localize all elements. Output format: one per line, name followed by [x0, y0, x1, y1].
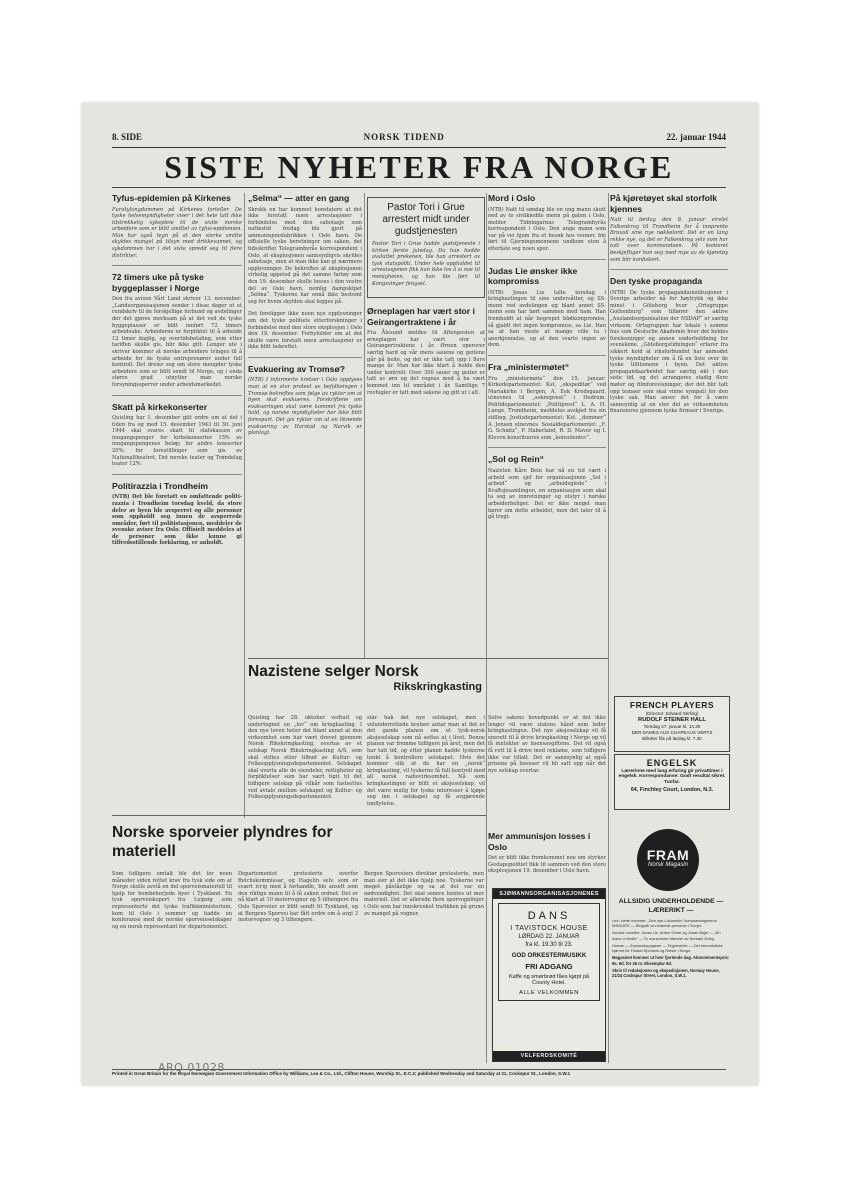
article-body: Departementet protesterte overfor Reichskommissar, og Hagelin selv, som er svært ivrig med å forhandle, ble ansett som den riktige mann til å få saken ordnet. Det er nå klart at 10 motorvogner og 5 tilhengere fra Oslo Sporveier er blitt sendt til Tyskland, og at Bergens Sporvei har fått ordre om å avgi 3 motorvogner og 3 tilhengere. [238, 871, 358, 924]
article-body: Quisling har 1. desember gitt ordre om at det i tiden fra og med 15. desember 1943 til 30. juni 1944 skal svares skatt til statskassen av inngangspenger for kirkekonserter 15% av inngangspengenes beløp; for andre konserter 20%; for forestillinger som gis av Nationaltheatret, Det norske teater og Trøndelag teater 12%. [112, 415, 242, 468]
column-1 [112, 193, 242, 833]
article-title: „Sol og Rein“ [488, 454, 544, 465]
ad-venue: I TAVISTOCK HOUSE [510, 925, 588, 932]
ad-title: FRENCH PLAYERS [629, 700, 715, 710]
ad-date: LØRDAG 22. JANUAR [518, 934, 580, 940]
article-title: Fra „ministermøtet“ [488, 362, 570, 372]
ad-contact: Tunfar. [664, 780, 680, 785]
article-body: Nazisten Kåre Bein har nå en tid vært i arbeid som sjef for organisasjonen „Sol i arbeid“ og „arbeidsglede“ i Kraftsjesamlingen, en organisasjon som skal ta seg av innretninger og utstyr i norske arbeiderboliger. Det er ikke meget man hører om dette arbeidet, men det later til å gå tregt. [488, 467, 606, 521]
masthead: SISTE NYHETER FRA NORGE [164, 149, 674, 185]
article-title: Mer ammunisjon losses i Oslo [488, 831, 591, 852]
ad-text: Lærerinne med lang erfaring gir privattimer i engelsk. Korrespondanse: Godt resultat sikret. [618, 769, 726, 779]
newspaper-page [82, 103, 758, 1085]
ad-refreshments: Kaffe og smørbrød fåes kjøpt på County Hotel. [508, 974, 590, 986]
article-body: står bak det nye selskapet, men i velunderrettede kretser antar man at det er det gamle planen om et tysk-norsk aksjeselskap som nå settes ut i livet. Denne planen var fremme tidligere på året, men det har tatt tid, og etter planen hadde tyskerne tenkt å kontrollere selskapet. Hvis det kommer slik at de har en „norsk“ kringkasting, vil tyskerne få full kontroll med all norsk radiovirksomhet. Nå som kringkastingen er blitt et aksjeselskap, vil det være mulig for tyske interesser å kjøpe seg inn i selskapet og få avgjørende innflytelse. [367, 715, 485, 807]
article-body: Quisling har 28. oktober vedtatt og undertegnet en „lov“ om kringkasting. I den nye loven heter det blant annet at den virksomhet som har vært drevet gjennom Norsk Rikskringkasting, overtas av et selskap Norsk Rikskringkasting A/S, som skal stiftes etter tilbud av Kultur- og Folkeopplysningsdepartementet. Selskapet skal overta alle de eiendeler, rettigheter og forpliktelser som har vært tigit til det tidligere selskap på vilkår som fastsettes ved avtale mellom selskapet og Kultur- og Folkeopplysningsdepartementet. [248, 715, 362, 801]
section-rule [112, 815, 486, 816]
ammunition-article [488, 831, 606, 891]
ad-footer: VELFERDSKOMITÉ [493, 1051, 605, 1061]
fram-logo-sub: Norsk Magasin [647, 862, 688, 868]
main-headline [248, 663, 482, 715]
ad-title: ENGELSK [646, 758, 698, 768]
column-4 [488, 193, 606, 638]
article-body: Det foreligger ikke noen nye opplysninger om det tyske politiets etterforskninger i forbindelse med den store eksplosjon i Oslo den 19. desember. Forbyfolder om at det skulle være foretatt noen arrestasjoner er ikke blitt bekreftet. [248, 311, 362, 351]
issue-date: 22. januar 1944 [666, 132, 726, 142]
article-title: 72 timers uke på tyske byggeplasser i Norge [112, 272, 204, 293]
ad-subtitle: (Director: Edward Stirling) [645, 711, 699, 716]
article-divider [610, 269, 728, 270]
french-players-ad [614, 696, 730, 752]
newspaper-name: NORSK TIDEND [363, 132, 445, 142]
fram-logo [637, 829, 699, 891]
ad-venue: RUDOLF STEINER HALL [638, 717, 706, 723]
article-body: Skrekk en har kommet konstatere at det ikke foretatt noen arrestasjoner i forbindelse med den sabotasje som nattestid fredag ble gjort på ammunisjonsfabrikken i Oslo havn. De offisielle tyske beretninger om saken, det tidsskriftet Telegrambyrås korrespondent i Oslo, at eksplosjonen sannsynligvis skyldes sabotasje, men at man ikke kan gi nærmere opplysninger. De bekreftes at eksplosjonen virkelig oppstod på det samme fartøy som den 19. desember skulle losses i den vestre del av Oslo havn, nemlig dampskipet „Selma“. Tyskerne har ennå ikke bestemt seg for hvem skylden skal legges på. [248, 206, 362, 305]
article-body: Natt til lørdag den 8. januar virvlet Falkenkrog til Trondheim for å innprente Bruvoll sine nye nøkkelord: Det er en lang rekke nye, og det er Falkenkrog selv som har tatt over kommandoen. På kontoret beskjeftiger han seg med mye av de kjøretøy som blir konfiskert. [610, 217, 728, 263]
article-body: (NTB) De tyske propagandainstitusjoner i Sverige arbeider nå for høytrykk og ikke minst i Göteborg hvor „Ortsgruppe Gothenburg“ som tilhører den aktive „Auslandsorganisation der NSDAP“ er særlig virksom. Ortsgruppen har lokale i samme hus som Deutsche Akademie hvor det holdes forelesninger og annen underholdning for svenskene. „Göteborgstidningen“ erfarer fra sikkert hold at riksforbundet har anmodet tyske myndigheter om å få en liste over de tyske tillitsmenn i byen. Det aktive propagandaarbeidet har særlig økt i den siste tid, og det arrangeres stadig flere møter og filmforevisninger, der det blir tatt opp temaer som skal vinne sympati for den tyske sak. Man anser det for å være sannsynlig at en stor del av virksomheten finansieres gjennom tyske firmaer i Sverige. [610, 289, 728, 415]
page-number: 8. SIDE [112, 132, 143, 142]
article-body: Bergen Sporveiers direktør protesterte, men man sier at det ikke hjalp noe. Tyskerne var meget påståelige og sa at det var en nødvendighet. Det skal senere hentes ut mer materiell. Det er allerede flere sporvognlinjer i Oslo som har innskrenket trafikken på grunn av mangel på vogner. [364, 871, 484, 917]
ad-title: ALLSIDIG UNDERHOLDENDE — LÆRERIKT — [618, 898, 724, 914]
column-rule [608, 193, 609, 1063]
article-body: Furutylungdommen på Kirkenes forteller. De tyske helsemyndigheter viser i det hele tatt ikke tilstrekkelig sykepleie til de sivile norske arbeidere som er blitt smittet av tyfus-epidemien. Man har også tegn på at den sterke smitte skyldes mangel på tilsyn med drikkevannet, og sykdommen har i det siste spredd seg til flere distrikter. [112, 206, 242, 259]
article-title: Pastor Tori i Grue arrestert midt under gudstjenesten [382, 202, 470, 237]
page-header [112, 130, 726, 144]
article-divider [488, 447, 606, 448]
article-divider [112, 395, 242, 396]
article-divider [112, 265, 242, 266]
article-divider [488, 259, 606, 260]
imprint-footer: Printed in Great Britain for the Royal Norwegian Government Information Office by Williams, Lea & Co., Ltd., Clifton House, Worship St., E.C.2; published Wednesday and Saturday at 21, Cockspur St., London, S.W.1 [112, 1071, 571, 1076]
article-title: Skatt på kirkekonserter [112, 401, 208, 412]
ad-title: DANS [527, 910, 571, 922]
archive-stamp: ARQ 01028 [158, 1061, 225, 1074]
article-body: (NTB) Det ble foretatt en omfattende politi-razzia i Trondheim torsdag kveld, da store deler av byen ble avsperret og alle personer som oppholdt seg innen de avsperrede områder, ført til politistasjonen, meddeler de svenske aviser fra Oslo. Offisielt meddeles at de personer som ikke kunne gi tilfredsstillende forklaring, er anholdt. [112, 494, 242, 547]
column-3 [367, 193, 485, 648]
article-title: Ørneplagen har vært stor i Geirangertraktene i år [367, 306, 475, 327]
ad-admission: FRI ADGANG [525, 962, 573, 971]
masthead-rule [112, 187, 726, 188]
ad-banner: SJØMANNSORGANISASJONENES [493, 889, 605, 899]
article-body: Som tidligere omtalt ble det for noen måneder siden rettet krav fra tysk side om at Norge skulle avstå en del sporveismateriell til hjelp for bombeherjede byer i Tyskland. En tysk sporveiskspert fra Leipzig som representerte det tyske trafikkministerium, kom til Oslo i sommer og hadde en konferanse med de norske sporveisselskaper og en norsk representant for departementet. [112, 871, 232, 930]
article-body: (NTB) Jonas Lie talte torsdag i kringkastingen til sine undersåtter, og SS-menn ved avdelingen og blant annet SS-menn som har hørt sammen med ham. Han fremholdt at når begrepet bløtkompromiss, så gjaldt det ingen kompromiss, sa Lie. Han sa at han visste at mange ville ta i anerkjennelse, og at den svarte ingen av dem. [488, 289, 606, 349]
ad-play: DER DAMES AUX CHAPEAUX VERTS [631, 730, 713, 735]
ad-tickets: Billetter fås på lørdag kl. 7.30 [642, 736, 702, 741]
column-rule [244, 193, 245, 818]
fram-advertisement [612, 898, 730, 1078]
ad-date: Torsdag 27. januar kl. 14.30 [643, 724, 701, 729]
column-rule [364, 193, 365, 658]
article-divider [248, 357, 362, 358]
article-title: Judas Lie ønsker ikke kompromiss [488, 265, 578, 287]
ad-address: 64, Finchley Court, London, N.3. [630, 787, 714, 793]
article-title: „Selma“ — atter en gang [248, 193, 350, 203]
headline-line-2: Rikskringkasting [393, 681, 482, 693]
article-title: Evakuering av Tromsø? [248, 363, 345, 374]
article-title: Den tyske propaganda [610, 276, 703, 287]
article-title: Tyfus-epidemien på Kirkenes [112, 193, 231, 203]
bottom-story-column [364, 871, 484, 1071]
english-lessons-ad [614, 754, 730, 810]
ad-inner-frame [498, 903, 600, 1001]
ad-address: Skriv til redaksjonen og ekspedisjonen, Norway House, 21/24 Cockspur Street, London, S.W.1. [612, 968, 720, 979]
bottom-headline [112, 823, 352, 861]
article-divider [112, 474, 242, 475]
column-rule [486, 193, 487, 1063]
ad-price: Magasinet kommer ut hver fjortende dag. Abonnementspris: 6s. 6d. for 26 nr. Eksemplar 6d. [612, 955, 730, 966]
header-rule [112, 147, 726, 148]
headline-text: Norske sporveier plyndres for materiell [112, 824, 333, 860]
article-title: På kjøretøyet skal storfolk kjennes [610, 193, 717, 214]
article-body: Det er blitt ikke fremkommet noe om styrker Gestapopolitiet fikk til sammen ved den store eksplosjonen 19. desember i Oslo havn. [488, 855, 606, 875]
article-title: Politirazzia i Trondheim [112, 480, 208, 491]
ad-text: Les i dette nummer: „Den nye Lokomotiv“ kommandogeneral WINGATE — Biografi om ledende personer i Sovjet. [612, 918, 717, 929]
article-body: Pastor Tori i Grue hadde gudstjeneste i kirken første juledag. Da han hadde avsluttet prekenen, ble han arrestert av tysk statspoliti. Under hele oppholdet til arrestasjonen fikk han ikke lov å si noe til menigheten, og han ble ført til Kongsvinger fengsel. [372, 241, 480, 287]
ad-music: GOD ORKESTERMUSIKK [511, 952, 587, 959]
article-body: Den fra avisen Vårt Land skriver 13. november: „Landsorganisasjonen sender i disse dager ut et rundskriv til de forskjellige forbund og avdelinger der det gjøres merksam på at det ved de tyske byggeplasser er blitt innført 72 timers arbeidsuke. Arbeiderne er forpliktet til å arbeide 12 timer daglig, og overtidsbetaling, som etter tariffen skulle gis, blir ikke gitt. Lenger ute i skriver kommer at norske arbeidere tvinges til å arbeide for de tyske entreprenører under full kontroll. Det dreier seg om store mengder tyske arbeidere som er blitt sendt til Norge, og i enda større grad utnytter man norske forsyningssperrer under arbeidsmarkedet. [112, 296, 242, 388]
ad-text: Humør — Kryssordoppgaver — Tegneserier — Det humoristiske hjørnet for Fødsel Sporavis og Reiser i Norge. [612, 942, 723, 954]
article-divider [488, 355, 606, 356]
article-body: Fra „ministermøte“ den 15. januar: Kirkedepartementet: Kst. „ekspeditør“ ved Mariakirke i Bergen, A. Eek Krodsgaard, utnevnes til „sokneprest“ i Hedrum. Politidepartementet: „Politiprest“ L. A. H. Lunge, Trondheim, meddeles avskjed fra sin stilling. Justisdepartementet: Kst. „dommer“ A. Jensen utnevnes. Sosialdepartementet: „F. G. Schiøtz“, F. Haberland, R. D. Maver og I. Kleven konstitueres som „konsulenter“. [488, 375, 606, 441]
fram-logo-text: FRAM [646, 847, 690, 863]
article-body: Fra Ålesund meldes til Aftenposten at ørneplagen har vært stor i Geirangertraktene i år. Ørnen opererer særlig hard og vår mens sauene og geitene går på beite, og det er ikke tatt opp i flere mange år. Man har ikke klart å holde den under kontroll. Over 300 sauer og geiter er tatt av ørn og det regnes med å ha vært kommet inn til området i år. Samtlige 7 rovfugler er tatt med sakene og gitt ut i alt. [367, 330, 485, 396]
column-2 [248, 193, 362, 655]
article-body: (NTB) I informerte kretser i Oslo opplyses man at en stor protest av befolkningen i Tromsø bekreftes som følge av rykter om at byen skal evakueres. Forskriftene om evakueringen skal være kommet fra tyske hold, og norske myndigheter har ikke blitt forespurt. Det gis rykter om at en liknende evakuering av Harstad og Narvik er planlagt. [248, 377, 362, 437]
ad-welcome: ALLE VELKOMMEN [519, 990, 579, 996]
bottom-story-column [112, 871, 232, 1071]
dance-advertisement [492, 888, 606, 1062]
ad-time: fra kl. 19.30 til 23. [525, 942, 573, 948]
article-body: (NTB) Natt til søndag ble en ung mann skutt ned av to sivilkledde menn på gaten i Oslo, melder Tidningarnas Telegrambyrås korrespondent i Oslo. Den unge mann som var på vei hjem fra et besøk hos venner, ble ført til Gjerningsmennene undkom uten å etterlate seg noen spor. [488, 206, 606, 253]
ad-text: Norske noveller: Jonas Lie, Arthur Omre og Johan Bojer — „En mann vi tindre“ — To morsomme historier av Nordahl Grieg. [612, 930, 721, 941]
article-body: Selve sakens hovedpunkt er at det ikke lenger vil være statens hånd som leder kringkastingen. Det nye aksjeselskap vil få enerett til å drive kringkasting i Norge og vil få inntekter av lisensavgiftene. Det vil også få rett til å drive med reklame, som tidligere ikke var tillatt. Det er sannsynlig at også prisene på lisenser vil bli satt opp når det nye selskap overtar. [488, 715, 606, 774]
article-title: Mord i Oslo [488, 193, 536, 203]
bottom-story-column [238, 871, 358, 1071]
boxed-article [367, 197, 485, 298]
section-rule [248, 658, 608, 659]
headline-line-1: Nazistene selger Norsk [248, 663, 419, 680]
